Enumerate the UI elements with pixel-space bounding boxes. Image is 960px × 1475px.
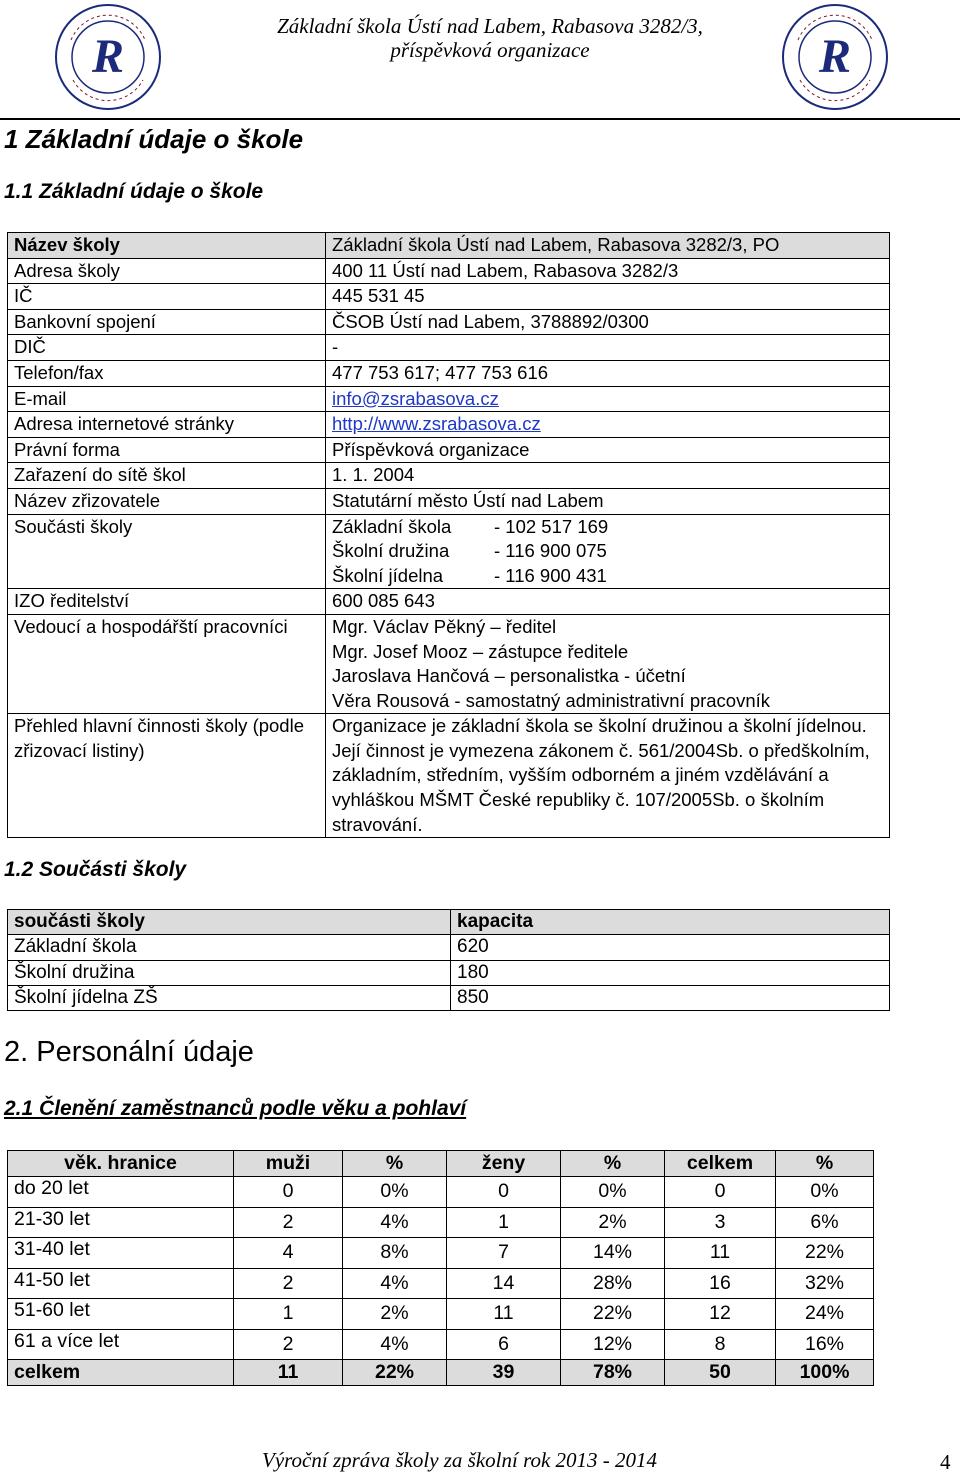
table-cell: 4%	[343, 1329, 447, 1360]
table-row	[8, 360, 890, 386]
table-header-row	[8, 1151, 874, 1177]
table-cell: 2	[234, 1329, 343, 1360]
table-cell: 8	[665, 1329, 776, 1360]
header-divider	[0, 118, 960, 120]
table-cell: 1	[447, 1207, 561, 1238]
table-cell: 0	[665, 1177, 776, 1208]
table-row	[8, 514, 890, 589]
table-cell: 12%	[561, 1329, 665, 1360]
table-row	[8, 463, 890, 489]
table-cell: 11	[665, 1238, 776, 1269]
header-line-2: příspěvková organizace	[390, 38, 590, 62]
column-header: muži	[234, 1151, 343, 1177]
table-cell: 28%	[561, 1268, 665, 1299]
list-item: Věra Rousová - samostatný administrativní pracovník	[332, 689, 771, 711]
page-number: 4	[940, 1450, 951, 1474]
table-cell: 6	[447, 1329, 561, 1360]
table-row	[8, 960, 890, 985]
info-value: 477 753 617; 477 753 616	[326, 360, 890, 386]
table-cell: 0	[447, 1177, 561, 1208]
age-range: 31-40 let	[8, 1238, 234, 1269]
table-cell: 14	[447, 1268, 561, 1299]
page-footer: Výroční zpráva školy za školní rok 2013 - 2014	[262, 1448, 658, 1472]
info-label: IČ	[8, 284, 326, 310]
table-row	[8, 1299, 874, 1330]
table-cell: 11	[234, 1360, 343, 1386]
total-label: celkem	[8, 1360, 234, 1386]
table-cell: 0%	[561, 1177, 665, 1208]
info-value: 1. 1. 2004	[326, 463, 890, 489]
table-row	[8, 614, 890, 713]
basic-info-table	[7, 232, 890, 838]
info-value: ČSOB Ústí nad Labem, 3788892/0300	[326, 309, 890, 335]
website-link[interactable]: http://www.zsrabasova.cz	[332, 413, 541, 435]
column-header: ženy	[447, 1151, 561, 1177]
column-header: %	[561, 1151, 665, 1177]
table-row	[8, 985, 890, 1010]
email-link[interactable]: info@zsrabasova.cz	[332, 387, 499, 409]
info-value: Statutární město Ústí nad Labem	[326, 488, 890, 514]
info-label: Telefon/fax	[8, 360, 326, 386]
info-label: Adresa internetové stránky	[8, 412, 326, 438]
table-cell: 16%	[776, 1329, 874, 1360]
header-title	[230, 14, 750, 62]
section-2-title: 2. Personální údaje	[4, 1036, 254, 1068]
age-range: 51-60 let	[8, 1299, 234, 1330]
info-label: Právní forma	[8, 437, 326, 463]
info-value: Příspěvková organizace	[326, 437, 890, 463]
info-value: 400 11 Ústí nad Labem, Rabasova 3282/3	[326, 258, 890, 284]
list-item: Školní jídelna - 116 900 431	[332, 564, 607, 586]
table-cell: 2	[234, 1207, 343, 1238]
table-cell: 22%	[343, 1360, 447, 1386]
info-label: IZO ředitelství	[8, 589, 326, 615]
table-cell: 22%	[776, 1238, 874, 1269]
table-row	[8, 284, 890, 310]
info-value: Základní škola Ústí nad Labem, Rabasova 3282/3, PO	[326, 233, 890, 259]
column-header: kapacita	[451, 910, 890, 935]
table-row	[8, 258, 890, 284]
info-value: 445 531 45	[326, 284, 890, 310]
age-range: 41-50 let	[8, 1268, 234, 1299]
info-label: Přehled hlavní činnosti školy (podle zřizovací listiny)	[8, 714, 326, 838]
table-row	[8, 1329, 874, 1360]
info-value: Organizace je základní škola se školní družinou a školní jídelnou. Její činnost je vymezena zákonem č. 561/2004Sb. o předškolním, základním, středním, vyšším odborném a jiném vzdělávání a vyhláškou MŠMT České republiky č. 107/2005Sb. o školním stravování.	[326, 714, 890, 838]
list-item: Základní škola - 102 517 169	[332, 515, 609, 537]
list-item: Mgr. Václav Pěkný – ředitel	[332, 615, 557, 637]
table-total-row	[8, 1360, 874, 1386]
school-logo-left	[53, 2, 163, 112]
capacity-table	[7, 909, 890, 1011]
logo-letter: R	[818, 30, 852, 83]
table-cell: 78%	[561, 1360, 665, 1386]
employees-table	[7, 1150, 874, 1386]
table-cell: 50	[665, 1360, 776, 1386]
info-value: -	[326, 335, 890, 361]
column-header: %	[343, 1151, 447, 1177]
table-row	[8, 1238, 874, 1269]
managers-list	[326, 614, 890, 713]
school-logo-right	[780, 2, 890, 112]
table-cell: 39	[447, 1360, 561, 1386]
table-cell: 0%	[776, 1177, 874, 1208]
table-cell: 2	[234, 1268, 343, 1299]
table-cell: 0	[234, 1177, 343, 1208]
table-cell: 14%	[561, 1238, 665, 1269]
section-2-1-title: 2.1 Členění zaměstnanců podle věku a pohlaví	[4, 1097, 467, 1120]
logo-letter: R	[91, 30, 125, 83]
table-cell: 4	[234, 1238, 343, 1269]
table-row	[8, 412, 890, 438]
info-label: Název školy	[8, 233, 326, 259]
table-row	[8, 335, 890, 361]
section-1-2-title: 1.2 Součásti školy	[4, 858, 187, 881]
table-cell: 32%	[776, 1268, 874, 1299]
column-header: součásti školy	[8, 910, 451, 935]
age-range: 61 a více let	[8, 1329, 234, 1360]
table-row	[8, 309, 890, 335]
table-cell: 24%	[776, 1299, 874, 1330]
list-item: Školní družina - 116 900 075	[332, 540, 607, 562]
list-item: Mgr. Josef Mooz – zástupce ředitele	[332, 640, 629, 662]
table-row	[8, 1268, 874, 1299]
table-cell: 0%	[343, 1177, 447, 1208]
table-row	[8, 488, 890, 514]
info-label: Bankovní spojení	[8, 309, 326, 335]
info-label: Název zřizovatele	[8, 488, 326, 514]
table-cell: 12	[665, 1299, 776, 1330]
section-1-1-title: 1.1 Základní údaje o škole	[4, 180, 264, 203]
table-cell: 4%	[343, 1207, 447, 1238]
table-row	[8, 233, 890, 259]
table-row	[8, 1207, 874, 1238]
table-cell: 16	[665, 1268, 776, 1299]
info-value: 600 085 643	[326, 589, 890, 615]
part-name: Školní jídelna ZŠ	[8, 985, 451, 1010]
age-range: do 20 let	[8, 1177, 234, 1208]
age-range: 21-30 let	[8, 1207, 234, 1238]
table-cell: 6%	[776, 1207, 874, 1238]
table-row	[8, 589, 890, 615]
column-header: %	[776, 1151, 874, 1177]
table-cell: 4%	[343, 1268, 447, 1299]
table-cell: 2%	[561, 1207, 665, 1238]
header-line-1: Základní škola Ústí nad Labem, Rabasova 3282/3,	[277, 14, 703, 38]
table-cell: 2%	[343, 1299, 447, 1330]
table-cell: 7	[447, 1238, 561, 1269]
table-row	[8, 437, 890, 463]
column-header: věk. hranice	[8, 1151, 234, 1177]
table-cell: 1	[234, 1299, 343, 1330]
info-label: E-mail	[8, 386, 326, 412]
info-label: Součásti školy	[8, 514, 326, 589]
info-label: Zařazení do sítě škol	[8, 463, 326, 489]
column-header: celkem	[665, 1151, 776, 1177]
table-row	[8, 386, 890, 412]
table-cell: 8%	[343, 1238, 447, 1269]
info-label: Vedoucí a hospodářští pracovníci	[8, 614, 326, 713]
info-label: DIČ	[8, 335, 326, 361]
part-name: Základní škola	[8, 935, 451, 960]
table-row	[8, 935, 890, 960]
part-name: Školní družina	[8, 960, 451, 985]
table-cell: 3	[665, 1207, 776, 1238]
table-header-row	[8, 910, 890, 935]
school-parts-list	[326, 514, 890, 589]
section-1-title: 1 Základní údaje o škole	[4, 124, 304, 154]
part-capacity: 850	[451, 985, 890, 1010]
table-row	[8, 714, 890, 838]
part-capacity: 620	[451, 935, 890, 960]
part-capacity: 180	[451, 960, 890, 985]
info-label: Adresa školy	[8, 258, 326, 284]
table-cell: 11	[447, 1299, 561, 1330]
table-cell: 22%	[561, 1299, 665, 1330]
list-item: Jaroslava Hančová – personalistka - účetní	[332, 665, 686, 687]
table-row	[8, 1177, 874, 1208]
table-cell: 100%	[776, 1360, 874, 1386]
